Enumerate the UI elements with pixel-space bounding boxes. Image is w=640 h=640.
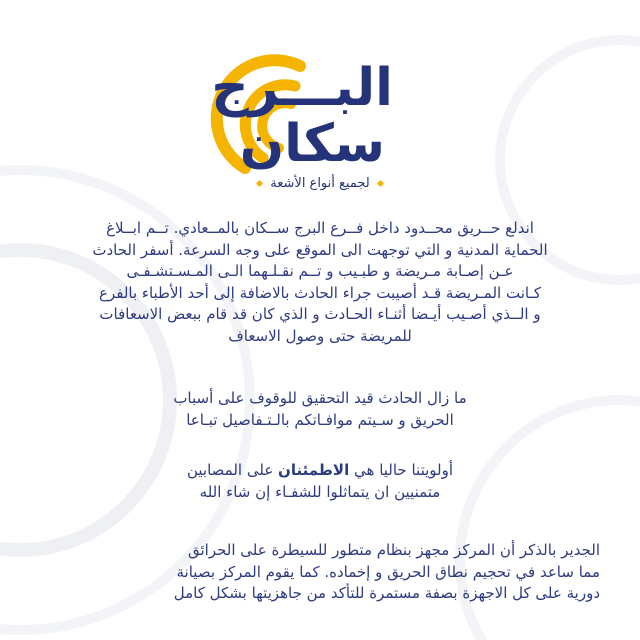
text-line: و الــذي أصـيب أيـضا أثنـاء الحـادث و الذي كان قد قام ببعض الاسعافات [99, 305, 541, 323]
tagline-row [0, 172, 640, 194]
text-line: الحريق و سـيتم موافـاتكم بالـتـفاصيل تبـاعا [186, 410, 454, 429]
diamond-icon [256, 179, 263, 186]
brand-name-line2: سكان [239, 114, 385, 174]
priority-text-bold: الاطمئنان [278, 461, 350, 479]
paragraph-safety [40, 540, 600, 605]
text-line: الجدير بالذكر أن المركز مجهز بنظام متطور للسيطرة على الحرائق [187, 541, 600, 559]
text-line: كـانت المـريضة قـد أصيبت جراء الحادث بالاضافة إلى أحد الأطباء بالفرع [99, 283, 541, 302]
text-line: اندلع حــريق محــدود داخل فــرع البرج ســكان بالمــعادي. تــم ابــلاغ [106, 219, 534, 237]
text-line: ما زال الحادث قيد التحقيق للوقوف على أسباب [173, 389, 467, 407]
text-line [40, 460, 600, 482]
priority-text-after: على المصابين [186, 461, 274, 479]
paragraph-incident [40, 218, 600, 347]
paragraph-investigation [40, 388, 600, 431]
brand-tagline: لجميع أنواع الأشعة [270, 175, 370, 191]
text-line: للمريضة حتى وصول الاسعاف [228, 326, 412, 345]
text-line: عـن إصـابة مـريضة و طبـيب و تــم نقـلـهما الـى المـسـتشـفـى [126, 262, 514, 280]
diamond-icon [377, 179, 384, 186]
brand-name-line1: البـــرج [211, 58, 393, 118]
text-line: مما ساعد في تحجيم نطاق الحريق و إخماده. كما يقوم المركز بصيانة [176, 562, 600, 581]
text-line: الحماية المدنية و التي توجهت الى الموقع على وجه السرعة. أسفر الحادث [92, 240, 548, 259]
priority-text-before: أولويتنا حاليا هي [354, 461, 454, 479]
text-line: دورية على كل الاجهزة بصفة مستمرة للتأكد من جاهزيتها بشكل كامل [173, 584, 600, 602]
paragraph-priority [40, 460, 600, 503]
text-line: متمنيين ان يتماثلوا للشفـاء إن شاء الله [199, 482, 441, 501]
